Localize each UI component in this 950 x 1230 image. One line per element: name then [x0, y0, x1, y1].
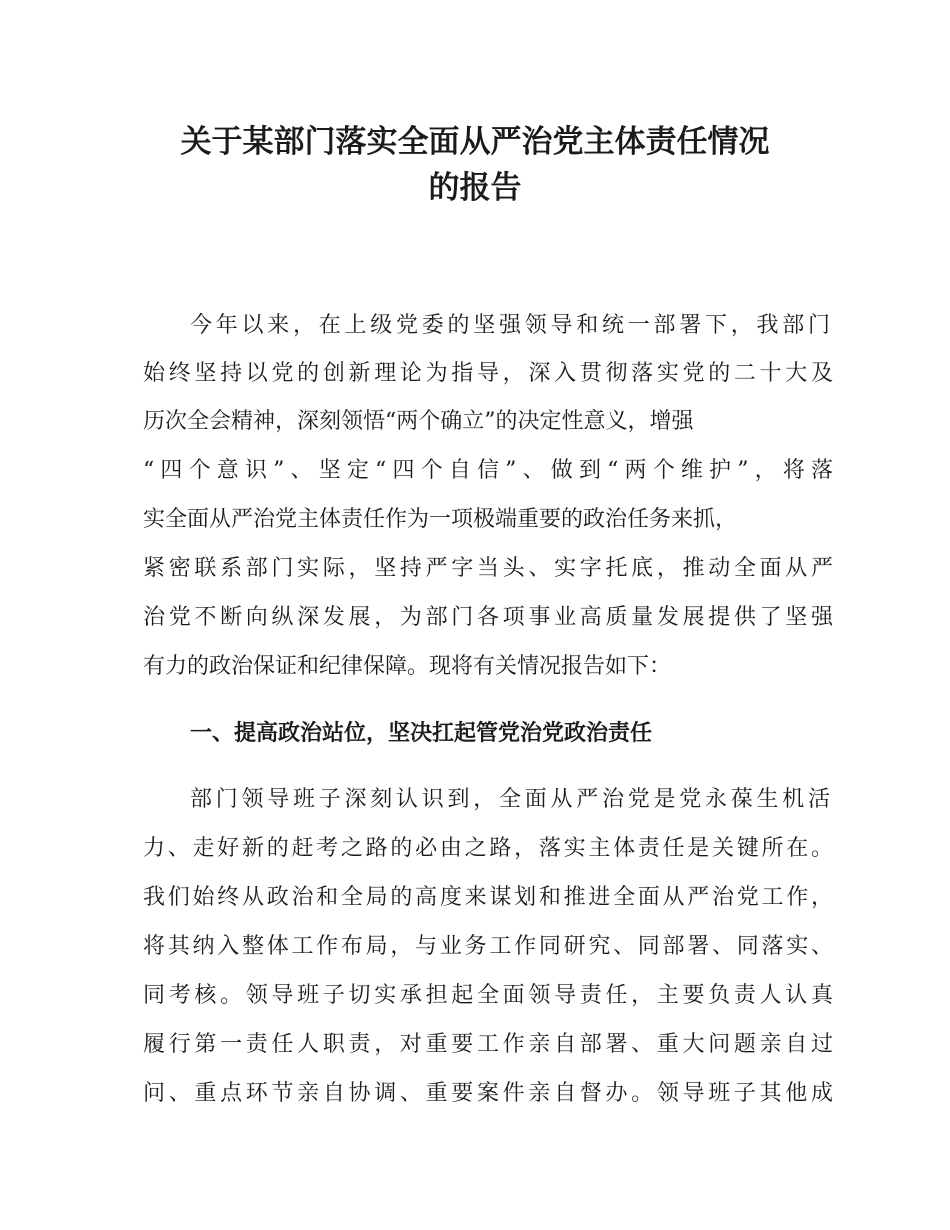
- section-1-line-7: 问、重点环节亲自协调、重要案件亲自督办。领导班子其他成: [143, 1081, 833, 1106]
- intro-line-6: 紧密联系部门实际，坚持严字当头、实字托底，推动全面从严: [143, 556, 833, 581]
- section-1-line-3: 我们始终从政治和全局的高度来谋划和推进全面从严治党工作，: [143, 885, 833, 910]
- intro-line-5: 实全面从严治党主体责任作为一项极端重要的政治任务来抓，: [143, 507, 738, 532]
- intro-line-3: 历次全会精神，深刻领悟“两个确立”的决定性意义，增强: [143, 409, 694, 434]
- intro-line-7: 治党不断向纵深发展，为部门各项事业高质量发展提供了坚强: [143, 605, 833, 630]
- section-1-line-1: 部门领导班子深刻认识到，全面从严治党是党永葆生机活: [190, 787, 830, 812]
- section-1-line-2: 力、走好新的赶考之路的必由之路，落实主体责任是关键所在。: [143, 836, 833, 861]
- section-1-line-6: 履行第一责任人职责，对重要工作亲自部署、重大问题亲自过: [143, 1032, 833, 1057]
- intro-line-1: 今年以来，在上级党委的坚强领导和统一部署下，我部门: [190, 313, 830, 338]
- document-title-line-1: 关于某部门落实全面从严治党主体责任情况: [180, 124, 770, 160]
- document-title-line-2: 的报告: [428, 170, 522, 206]
- intro-line-2: 始终坚持以党的创新理论为指导，深入贯彻落实党的二十大及: [143, 361, 833, 386]
- section-1-heading: 一、提高政治站位，坚决扛起管党治党政治责任: [190, 721, 653, 746]
- section-1-line-5: 同考核。领导班子切实承担起全面领导责任，主要负责人认真: [143, 983, 833, 1008]
- intro-line-4: “四个意识”、坚定“四个自信”、做到“两个维护”，将落: [143, 458, 833, 483]
- intro-line-8: 有力的政治保证和纪律保障。现将有关情况报告如下：: [143, 654, 672, 679]
- section-1-line-4: 将其纳入整体工作布局，与业务工作同研究、同部署、同落实、: [143, 934, 833, 959]
